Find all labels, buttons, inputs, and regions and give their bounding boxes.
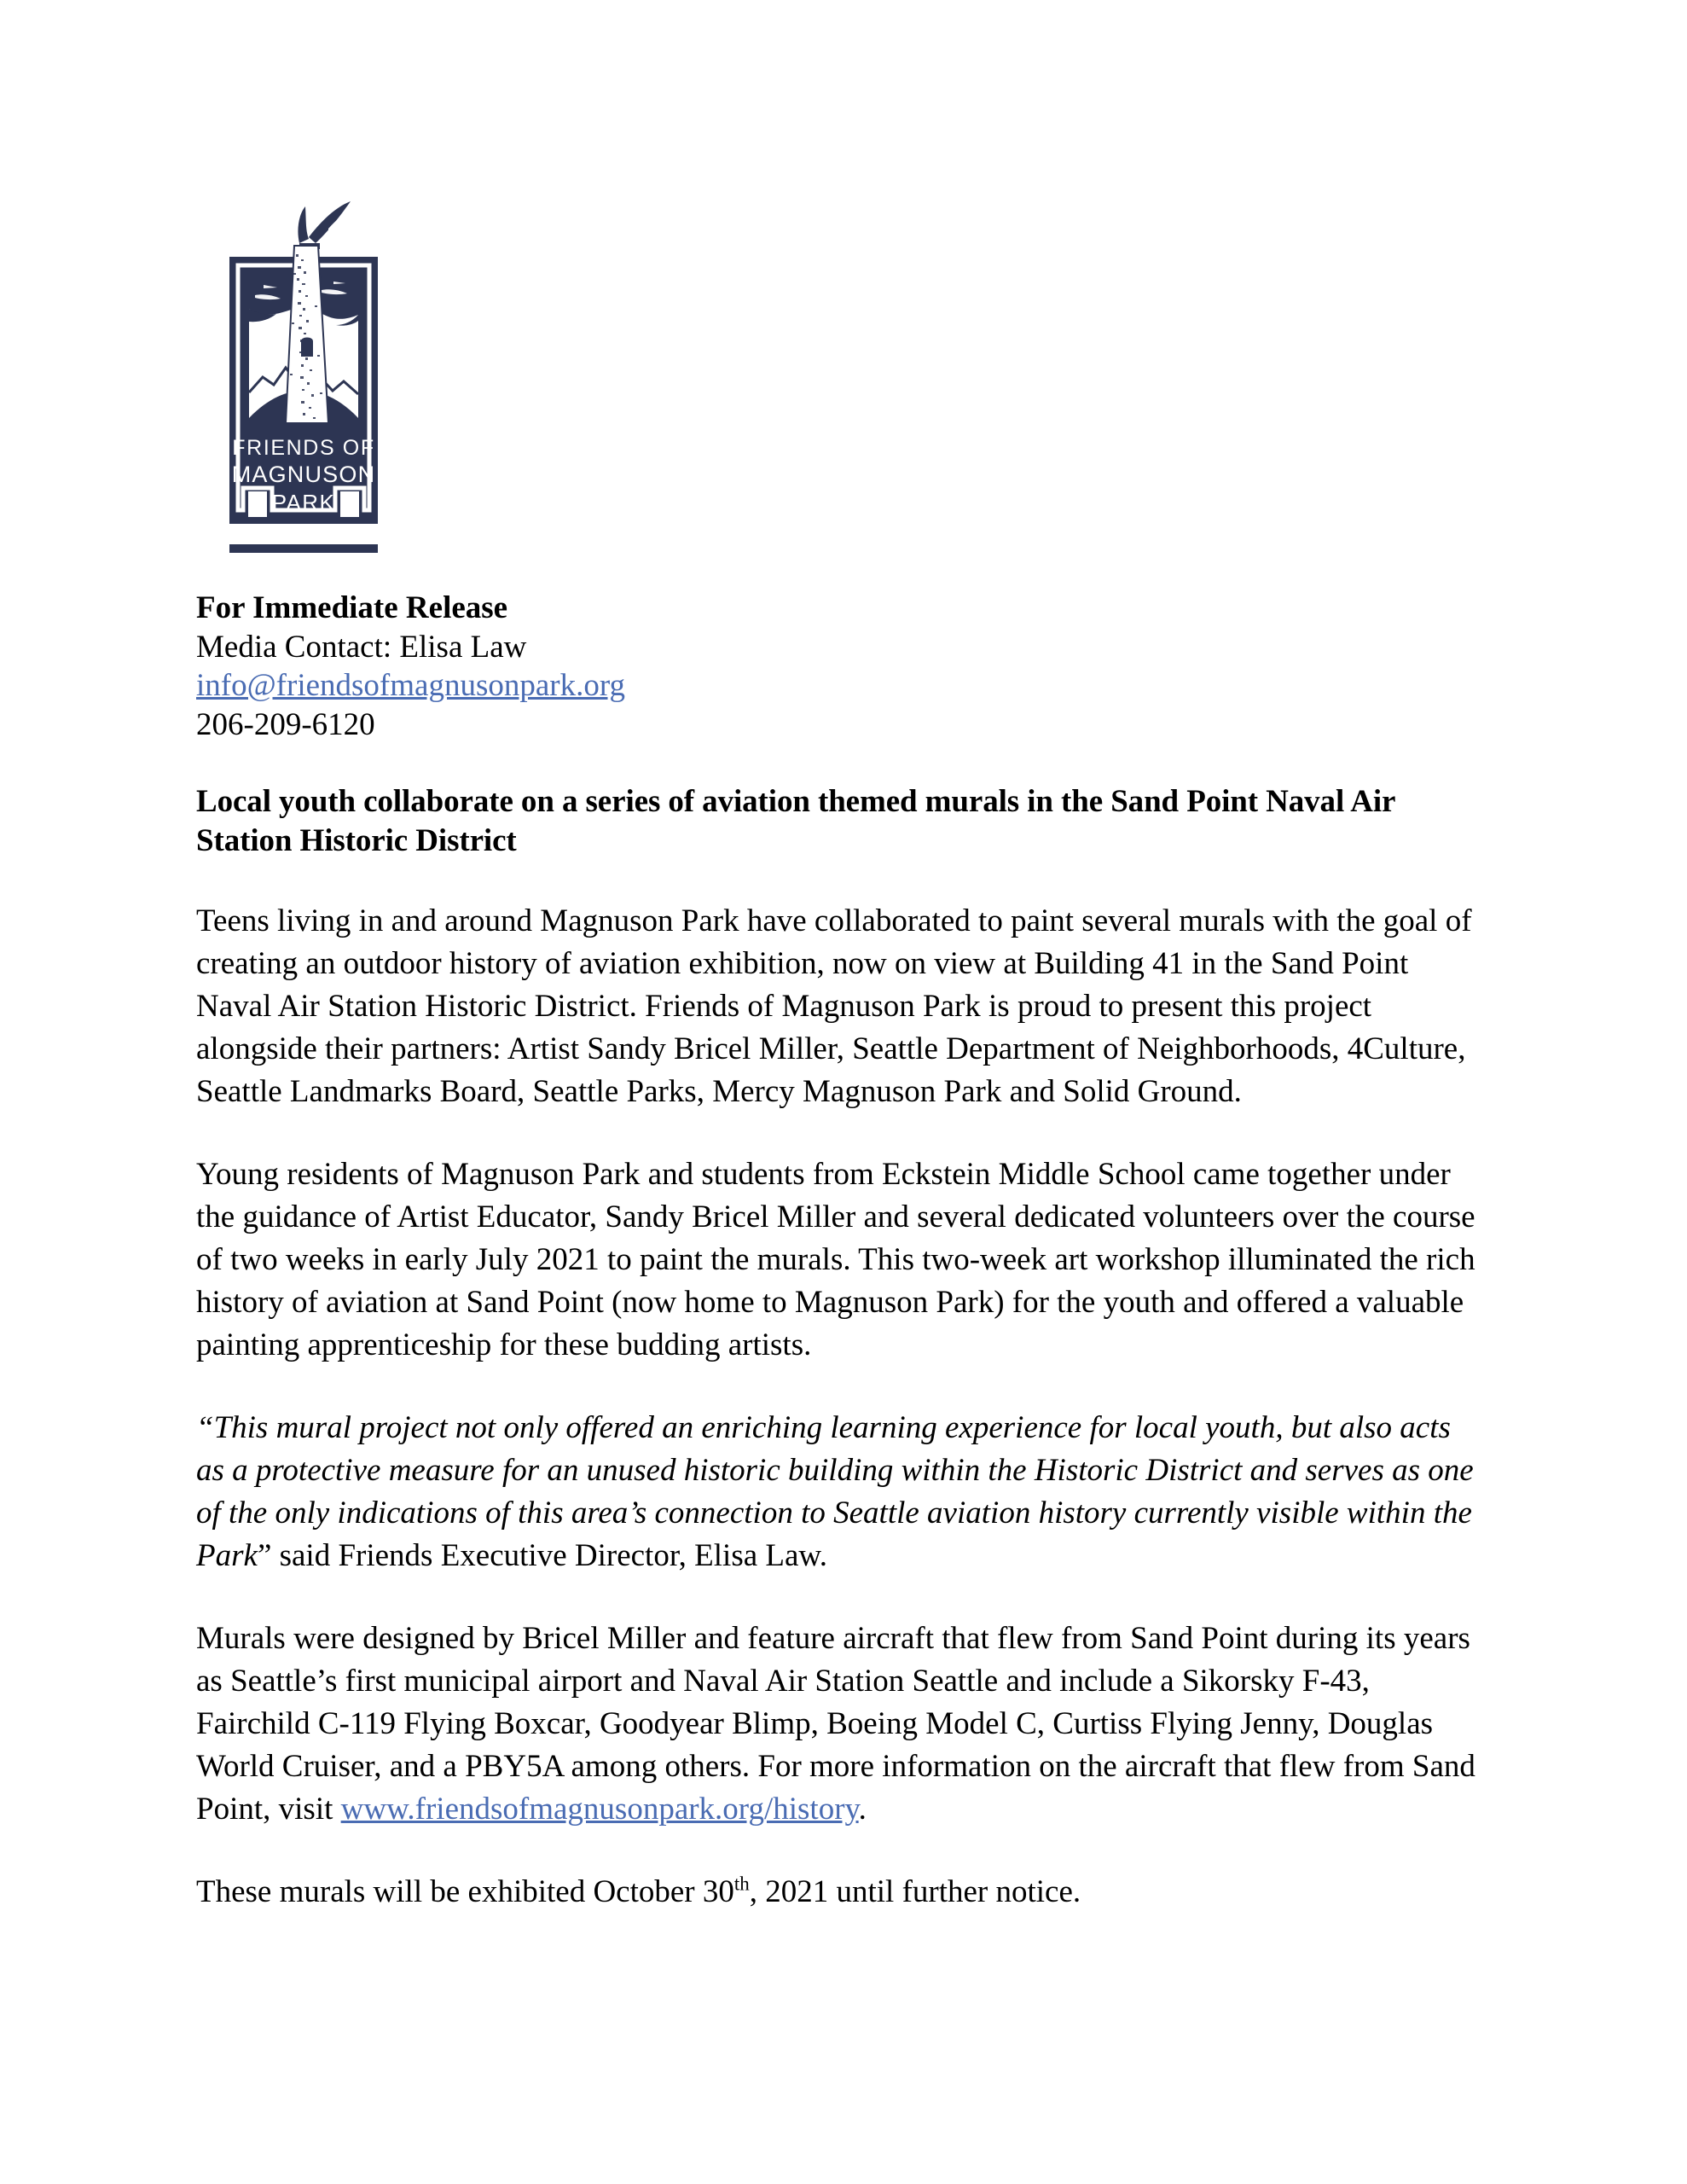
quote-open-mark: “: [196, 1410, 214, 1445]
paragraph-4-text-before-link: Murals were designed by Bricel Miller and feature aircraft that flew from Sand Point during its years as Seattle’s first municipal airport and Naval Air Station Seattle and include a Sikorsky F-43, Fairchild C-119 Flying Boxcar, Goodyear Blimp, Boeing Model C, Curtiss Flying Jenny, Douglas World Cruiser, and a PBY5A among others. For more information on the aircraft that flew from Sand Point, visit: [196, 1621, 1475, 1827]
pull-quote-paragraph: [196, 1407, 1484, 1577]
exhibit-date-text-before: These murals will be exhibited October 30: [196, 1874, 734, 1909]
document-body: [196, 589, 1484, 1914]
paragraph-4-text-after-link: .: [858, 1792, 867, 1827]
history-page-link[interactable]: www.friendsofmagnusonpark.org/history: [340, 1792, 859, 1827]
logo-line-1: FRIENDS OF: [232, 436, 375, 460]
email-link[interactable]: info@friendsofmagnusonpark.org: [196, 668, 625, 703]
logo-line-3: PARK: [271, 490, 336, 515]
contact-block: [196, 589, 1484, 744]
paragraph-2: Young residents of Magnuson Park and students from Eckstein Middle School came together under the guidance of Artist Educator, Sandy Bricel Miller and several dedicated volunteers over the course of two weeks in early July 2021 to paint the murals. This two-week art workshop illuminated the rich history of aviation at Sand Point (now home to Magnuson Park) for the youth and offered a valuable painting apprenticeship for these budding artists.: [196, 1157, 1475, 1362]
email-line: [196, 666, 1484, 706]
paragraph-4: [196, 1618, 1484, 1831]
logo-line-2: MAGNUSON: [231, 462, 376, 487]
media-contact-line: Media Contact: Elisa Law: [196, 629, 527, 665]
paragraph-5: [196, 1871, 1484, 1914]
headline: Local youth collaborate on a series of aviation themed murals in the Sand Point Naval Air Station Historic District: [196, 784, 1395, 858]
quote-attribution: ” said Friends Executive Director, Elisa Law.: [257, 1538, 827, 1573]
paragraph-1: Teens living in and around Magnuson Park have collaborated to paint several murals with the goal of creating an outdoor history of aviation exhibition, now on view at Building 41 in the Sand Point Naval Air Station Historic District. Friends of Magnuson Park is proud to present this project alongside their partners: Artist Sandy Bricel Miller, Seattle Department of Neighborhoods, 4Culture, Seattle Landmarks Board, Seattle Parks, Mercy Magnuson Park and Solid Ground.: [196, 903, 1472, 1109]
ordinal-suffix: th: [733, 1873, 750, 1895]
friends-of-magnuson-park-logo: [192, 195, 415, 555]
phone-line: 206-209-6120: [196, 706, 375, 742]
exhibit-date-text-after: , 2021 until further notice.: [749, 1874, 1081, 1909]
for-immediate-release-line: For Immediate Release: [196, 590, 508, 625]
quote-text: This mural project not only offered an enriching learning experience for local youth, but also acts as a protective measure for an unused historic building within the Historic District and serves as one of the only indications of this area’s connection to Seattle aviation history currently visible within the Park: [196, 1410, 1474, 1573]
